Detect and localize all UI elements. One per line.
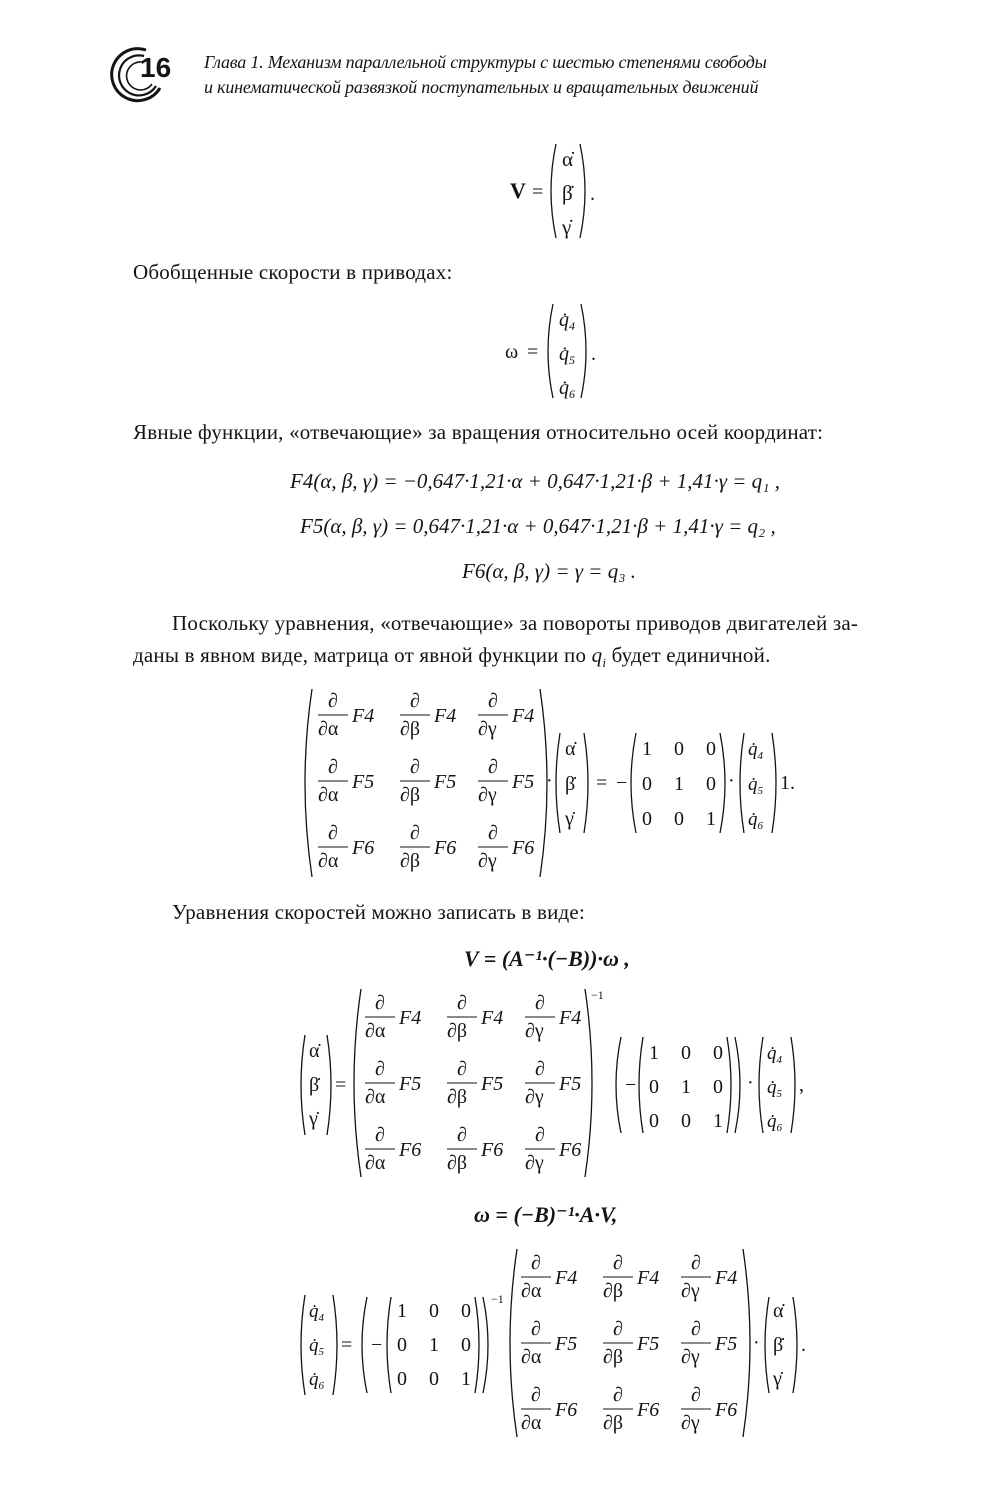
eq4-q: $q̇_5$ <box>748 774 763 797</box>
id-cell: 0 <box>681 1042 691 1064</box>
jac-var: ∂α <box>318 784 339 806</box>
eq4-dot: · <box>546 770 553 792</box>
eq1-row: β̇ <box>562 181 573 205</box>
jac-func: F6 <box>481 1139 504 1161</box>
page-number: 16 <box>140 52 172 83</box>
eq8-vel: α̇ <box>773 1300 784 1322</box>
jac-func: F5 <box>399 1073 422 1095</box>
eq5-text: V = (A⁻¹·(−B))·ω , <box>464 946 630 971</box>
jac-func: F5 <box>434 771 457 793</box>
jac-var: ∂γ <box>478 718 497 740</box>
jac-var: ∂β <box>603 1346 624 1368</box>
eq2-equals: = <box>527 341 539 363</box>
chapter-title-line-2: и кинематической развязкой поступательных и вращательных движений <box>204 77 759 97</box>
id-cell: 0 <box>681 1110 691 1132</box>
id-cell: 1 <box>649 1042 659 1064</box>
eq8-minus: − <box>371 1334 383 1356</box>
eq6-vel: γ̇ <box>309 1108 318 1130</box>
id-cell: 0 <box>649 1076 659 1098</box>
eq4-vel: β̇ <box>565 773 576 795</box>
jac-partial: ∂ <box>531 1252 541 1274</box>
jac-func: F6 <box>434 837 457 859</box>
jac-var: ∂α <box>365 1152 386 1174</box>
jac-var: ∂γ <box>478 784 497 806</box>
jac-func: F4 <box>559 1007 582 1029</box>
jac-func: F4 <box>481 1007 504 1029</box>
jac-partial: ∂ <box>410 822 420 844</box>
jac-partial: ∂ <box>488 690 498 712</box>
jac-var: ∂α <box>318 718 339 740</box>
eq2-lhs: ω <box>505 341 519 363</box>
id-cell: 0 <box>461 1300 471 1322</box>
jac-var: ∂γ <box>525 1152 544 1174</box>
jac-partial: ∂ <box>375 992 385 1014</box>
eq2-row: $q̇_5$ <box>559 343 575 367</box>
id-cell: 0 <box>429 1368 439 1390</box>
id-cell: 1 <box>429 1334 439 1356</box>
jac-var: ∂β <box>447 1086 468 1108</box>
eq2-row: $q̇_6$ <box>559 377 575 401</box>
jac-func: F6 <box>399 1139 422 1161</box>
jac-func: F4 <box>512 705 535 727</box>
id-cell: 0 <box>461 1334 471 1356</box>
jac-partial: ∂ <box>535 1124 545 1146</box>
page-header <box>100 42 980 122</box>
jac-func: F5 <box>715 1333 738 1355</box>
jac-func: F4 <box>352 705 375 727</box>
jac-var: ∂α <box>521 1346 542 1368</box>
eq6-vel: β̇ <box>309 1074 320 1096</box>
id-cell: 1 <box>397 1300 407 1322</box>
equation-omega-solution <box>295 1245 835 1445</box>
jac-func: F5 <box>559 1073 582 1095</box>
id-cell: 0 <box>642 773 652 795</box>
jac-var: ∂γ <box>525 1020 544 1042</box>
jac-func: F5 <box>481 1073 504 1095</box>
jac-func: F6 <box>555 1399 578 1421</box>
eq4-q: $q̇_6$ <box>748 809 763 832</box>
jac-var: ∂α <box>365 1086 386 1108</box>
jac-func: F6 <box>715 1399 738 1421</box>
id-cell: 0 <box>674 738 684 760</box>
eq6-dot: · <box>747 1072 754 1094</box>
jac-var: ∂α <box>521 1412 542 1434</box>
jacobian-matrix <box>318 690 534 872</box>
id-cell: 0 <box>713 1042 723 1064</box>
id-cell: 0 <box>642 808 652 830</box>
jac-var: ∂γ <box>478 850 497 872</box>
id-cell: 0 <box>397 1368 407 1390</box>
eq3-f6: F6(α, β, γ) = γ = q₃ . <box>462 559 636 583</box>
equation-omega-formula <box>470 1194 710 1234</box>
jac-func: F6 <box>559 1139 582 1161</box>
equation-velocity-solution <box>295 985 835 1185</box>
jac-func: F6 <box>352 837 375 859</box>
equation-v-formula <box>460 938 700 978</box>
jac-var: ∂γ <box>525 1086 544 1108</box>
jacobian-matrix <box>521 1252 737 1434</box>
jac-var: ∂γ <box>681 1346 700 1368</box>
eq2-row: $q̇_4$ <box>559 309 575 333</box>
jac-var: ∂β <box>400 784 421 806</box>
eq8-vel: γ̇ <box>773 1368 782 1390</box>
jac-func: F4 <box>637 1267 660 1289</box>
jac-var: ∂α <box>521 1280 542 1302</box>
jac-partial: ∂ <box>488 822 498 844</box>
jacobian-matrix-inverse <box>365 992 581 1174</box>
jac-partial: ∂ <box>457 992 467 1014</box>
id-cell: 1 <box>681 1076 691 1098</box>
id-cell: 1 <box>706 808 716 830</box>
eq1-period: . <box>590 183 595 205</box>
jac-partial: ∂ <box>375 1058 385 1080</box>
eq6-q: $q̇_4$ <box>767 1043 782 1066</box>
eq6-equals: = <box>335 1074 347 1096</box>
eq8-equals: = <box>341 1334 353 1356</box>
jac-func: F5 <box>555 1333 578 1355</box>
id-cell: 1 <box>642 738 652 760</box>
eq6-inv: −1 <box>591 988 604 1002</box>
jac-partial: ∂ <box>613 1384 623 1406</box>
paragraph-3-line-1: Поскольку уравнения, «отвечающие» за повороты приводов двигателей за- <box>172 611 859 635</box>
jac-partial: ∂ <box>531 1318 541 1340</box>
eq4-minus: − <box>616 772 628 794</box>
id-cell: 0 <box>706 773 716 795</box>
jac-func: F4 <box>555 1267 578 1289</box>
eq8-q: $q̇_5$ <box>309 1335 324 1358</box>
jac-func: F6 <box>512 837 535 859</box>
jac-var: ∂γ <box>681 1412 700 1434</box>
jac-var: ∂β <box>400 718 421 740</box>
eq3-f5: F5(α, β, γ) = 0,647·1,21·α + 0,647·1,21·β + 1,41·γ = q₂ , <box>300 514 776 538</box>
jac-func: F5 <box>637 1333 660 1355</box>
eq6-minus: − <box>625 1074 637 1096</box>
id-cell: 0 <box>674 808 684 830</box>
jac-partial: ∂ <box>410 756 420 778</box>
id-cell: 1 <box>713 1110 723 1132</box>
identity-matrix <box>397 1300 471 1390</box>
jac-var: ∂β <box>447 1152 468 1174</box>
eq1-row: γ̇ <box>562 215 572 239</box>
equation-jacobian-identity <box>300 685 840 885</box>
eq4-equals: = <box>596 772 608 794</box>
jac-var: ∂γ <box>681 1280 700 1302</box>
eq2-period: . <box>591 343 596 365</box>
eq6-vel: α̇ <box>309 1040 320 1062</box>
paragraph-2: Явные функции, «отвечающие» за вращения относительно осей координат: <box>133 420 824 444</box>
jac-partial: ∂ <box>691 1252 701 1274</box>
eq4-tail: 1. <box>780 772 795 794</box>
id-cell: 0 <box>429 1300 439 1322</box>
equation-explicit-functions <box>280 460 840 600</box>
jac-func: F4 <box>399 1007 422 1029</box>
jac-partial: ∂ <box>613 1318 623 1340</box>
eq6-q: $q̇_5$ <box>767 1077 782 1100</box>
jac-var: ∂β <box>447 1020 468 1042</box>
paragraph-3-line-2: даны в явном виде, матрица от явной функции по $q_i$ будет единичной. <box>133 643 771 671</box>
jac-partial: ∂ <box>535 992 545 1014</box>
eq8-vel: β̇ <box>773 1334 784 1356</box>
identity-matrix <box>649 1042 723 1132</box>
eq4-q: $q̇_4$ <box>748 739 763 762</box>
jac-var: ∂α <box>365 1020 386 1042</box>
id-cell: 0 <box>649 1110 659 1132</box>
jac-partial: ∂ <box>328 756 338 778</box>
equation-omega-vector <box>495 298 635 408</box>
eq8-period: . <box>801 1334 806 1356</box>
jac-partial: ∂ <box>691 1384 701 1406</box>
jac-func: F4 <box>715 1267 738 1289</box>
eq7-text: ω = (−B)⁻¹·A·V, <box>474 1202 618 1227</box>
jac-var: ∂α <box>318 850 339 872</box>
eq4-vel: γ̇ <box>565 808 574 830</box>
eq3-f4: F4(α, β, γ) = −0,647·1,21·α + 0,647·1,21·β + 1,41·γ = q₁ , <box>290 469 780 493</box>
jac-partial: ∂ <box>488 756 498 778</box>
jac-var: ∂β <box>400 850 421 872</box>
eq6-comma: , <box>799 1074 804 1096</box>
jac-partial: ∂ <box>410 690 420 712</box>
chapter-title-line-1: Глава 1. Механизм параллельной структуры с шестью степенями свободы <box>204 52 767 72</box>
id-cell: 0 <box>713 1076 723 1098</box>
jac-func: F6 <box>637 1399 660 1421</box>
jac-partial: ∂ <box>457 1124 467 1146</box>
paragraph-4: Уравнения скоростей можно записать в виде: <box>172 900 585 924</box>
eq6-q: $q̇_6$ <box>767 1111 782 1134</box>
jac-partial: ∂ <box>535 1058 545 1080</box>
id-cell: 1 <box>674 773 684 795</box>
eq8-q: $q̇_6$ <box>309 1369 324 1392</box>
jac-var: ∂β <box>603 1280 624 1302</box>
paragraph-1: Обобщенные скорости в приводах: <box>133 260 453 284</box>
identity-matrix <box>642 738 716 830</box>
jac-func: F5 <box>512 771 535 793</box>
equation-v-vector <box>490 138 630 248</box>
jac-partial: ∂ <box>328 822 338 844</box>
eq1-row: α̇ <box>562 147 574 171</box>
jac-partial: ∂ <box>613 1252 623 1274</box>
eq8-dot: · <box>753 1332 760 1354</box>
jac-func: F5 <box>352 771 375 793</box>
eq8-q: $q̇_4$ <box>309 1301 324 1324</box>
id-cell: 0 <box>706 738 716 760</box>
id-cell: 1 <box>461 1368 471 1390</box>
id-cell: 0 <box>397 1334 407 1356</box>
eq1-lhs: V <box>510 178 526 203</box>
jac-var: ∂β <box>603 1412 624 1434</box>
jac-partial: ∂ <box>457 1058 467 1080</box>
jac-func: F4 <box>434 705 457 727</box>
eq4-vel: α̇ <box>565 738 576 760</box>
eq4-dot2: · <box>728 770 735 792</box>
eq8-inv: −1 <box>491 1292 504 1306</box>
jac-partial: ∂ <box>691 1318 701 1340</box>
jac-partial: ∂ <box>531 1384 541 1406</box>
jac-partial: ∂ <box>375 1124 385 1146</box>
eq1-equals: = <box>532 181 544 203</box>
jac-partial: ∂ <box>328 690 338 712</box>
chapter-title <box>204 50 767 100</box>
